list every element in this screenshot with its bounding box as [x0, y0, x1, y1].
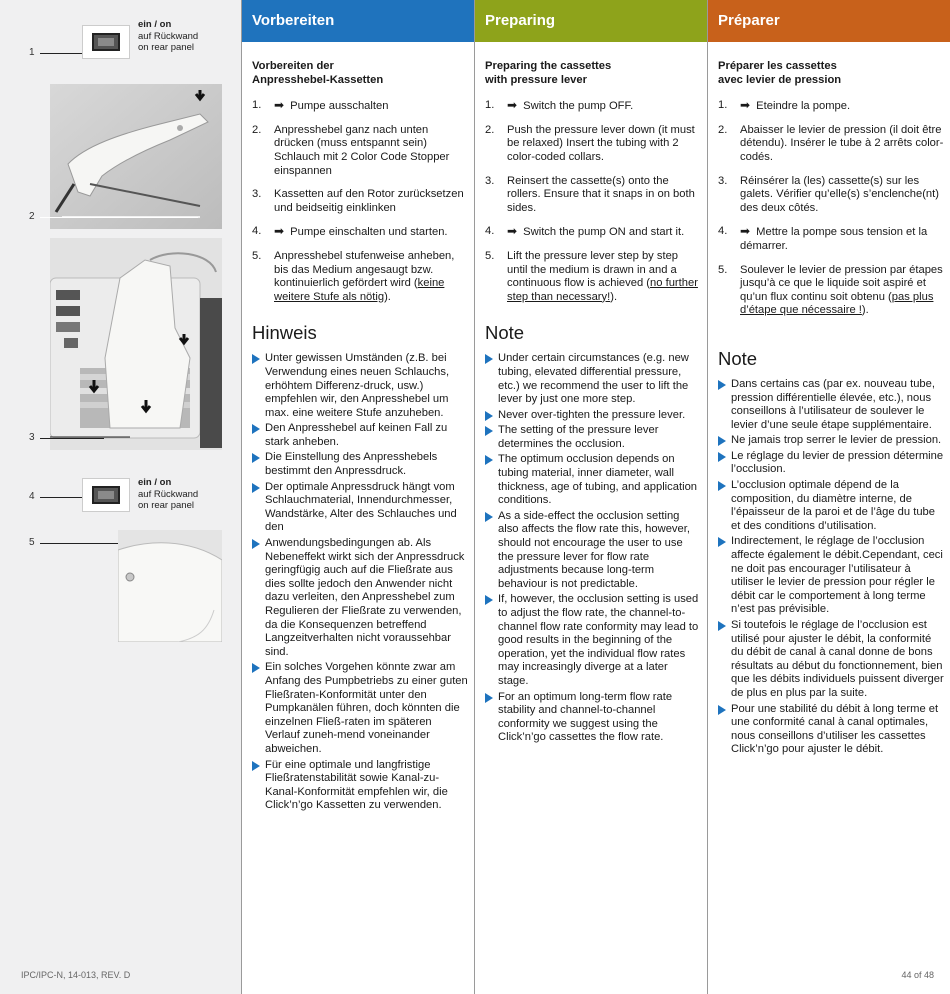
- column-french: [708, 0, 950, 994]
- leader-line-1: [40, 53, 83, 54]
- caption-4: [138, 477, 198, 512]
- section-subtitle: Preparing the cassettes with pressure lever: [485, 60, 612, 86]
- power-switch-image: [82, 25, 130, 59]
- step-item: 3. Reinsert the cassette(s) onto the rollers. Ensure that it snaps in on both sides.: [485, 174, 695, 214]
- column-german: [242, 0, 474, 994]
- note-item: Under certain circumstances (e.g. new tubing, elevated differential pressure, etc.) we recommend the user to lift the lever by just one more step.: [485, 352, 701, 406]
- column-english: [475, 0, 707, 994]
- figure-label-3: 3: [29, 432, 35, 443]
- caption-4-title: ein / on: [138, 477, 172, 488]
- step-item: 3. Kassetten auf den Rotor zurücksetzen und beidseitig einklinken: [252, 188, 464, 214]
- bullet-triangle-icon: [485, 426, 493, 436]
- cassette-lever-photo: [50, 84, 222, 229]
- bullet-triangle-icon: [718, 436, 726, 446]
- bullet-triangle-icon: [252, 483, 260, 493]
- arrow-right-icon: ➡: [274, 224, 285, 239]
- step-item: 5. Lift the pressure lever step by step until the medium is drawn in and a continuous flow is achieved (no further step than necessary!).: [485, 249, 698, 303]
- bullet-triangle-icon: [485, 411, 493, 421]
- note-item: Ne jamais trop serrer le levier de pression.: [718, 434, 944, 448]
- note-heading: Note: [485, 322, 525, 344]
- bullet-triangle-icon: [485, 595, 493, 605]
- figure-label-1: 1: [29, 47, 35, 58]
- note-item: Unter gewissen Umständen (z.B. bei Verwendung eines neuen Schlauchs, erhöhtem Differenz-druck, usw.) empfehlen wir, den Anpresshebel um max. eine weitere Stufe anzuheben.: [252, 352, 468, 420]
- bullet-triangle-icon: [252, 663, 260, 673]
- step-item: 2. Abaisser le levier de pression (il doit être détendu). Insérer le tube à 2 arrêts color-codés.: [718, 123, 944, 163]
- steps-list: [485, 99, 701, 304]
- step-emphasis: no further step than necessary!: [507, 277, 698, 303]
- arrow-right-icon: ➡: [274, 98, 285, 113]
- arrow-right-icon: ➡: [740, 224, 751, 239]
- section-subtitle: Vorbereiten der Anpresshebel-Kassetten: [252, 60, 384, 86]
- note-item: L’occlusion optimale dépend de la composition, du diamètre interne, de l’épaisseur de la paroi et de l’âge du tube et des conditions d’utilisation.: [718, 479, 944, 533]
- note-item: Anwendungsbedingungen ab. Als Nebeneffekt wirkt sich der Anpressdruck geringfügig auch auf die Fließrate aus dies sollte jedoch den Anwender nicht dazu verleiten, den Anpresshebel zum Regulieren der Fließrate zu verwenden, da die Konsequenzen betreffend Langzeitverhalten nicht voraussehbar sind.: [252, 537, 468, 659]
- note-item: Indirectement, le réglage de l’occlusion affecte également le débit.Cependant, ceci ne doit pas encourager l’utilisateur à utiliser le levier de pression pour régler le débit car le comportement à long terme n’est pas prévisible.: [718, 535, 944, 617]
- note-item: Si toutefois le réglage de l’occlusion est utilisé pour ajuster le débit, la conformité du débit de canal à canal donne de bons résultats au début du fonctionnement, bien que les débits individuels puissent diverger de plus en plus par la suite.: [718, 619, 944, 701]
- arrow-right-icon: ➡: [740, 98, 751, 113]
- bullet-triangle-icon: [485, 512, 493, 522]
- bullet-triangle-icon: [252, 453, 260, 463]
- bullet-triangle-icon: [718, 380, 726, 390]
- notes-list: [718, 378, 944, 757]
- section-subtitle: Préparer les cassettes avec levier de pression: [718, 60, 842, 86]
- power-switch-image-2: [82, 478, 130, 512]
- column-header-french: Préparer: [708, 0, 950, 42]
- note-item: As a side-effect the occlusion setting also affects the flow rate this, however, should not encourage the user to use the pressure lever for flow rate adjustments because long-term behaviour is not predictable.: [485, 510, 701, 592]
- caption-1-line2: auf Rückwand: [138, 30, 199, 42]
- document-id: IPC/IPC-N, 14-013, REV. D: [21, 970, 131, 980]
- lever-closeup-drawing: [118, 530, 222, 642]
- notes-list: [252, 352, 468, 813]
- leader-line-5: [40, 543, 118, 544]
- note-item: Die Einstellung des Anpresshebels bestimmt den Anpressdruck.: [252, 451, 468, 478]
- note-item: Never over-tighten the pressure lever.: [485, 409, 701, 423]
- bullet-triangle-icon: [252, 424, 260, 434]
- step-item: 5. Soulever le levier de pression par étapes jusqu’à ce que le liquide soit aspiré et qu’un flux continu soit obtenu (pas plus d’étape que nécessaire !).: [718, 263, 943, 317]
- bullet-triangle-icon: [718, 537, 726, 547]
- step-item: 4. ➡ Mettre la pompe sous tension et la démarrer.: [718, 224, 928, 252]
- arrow-right-icon: ➡: [507, 98, 518, 113]
- step-item: 5. Anpresshebel stufenweise anheben, bis das Medium angesaugt bzw. kontinuierlich gefördert wird (keine weitere Stufe als nötig).: [252, 249, 455, 303]
- pump-cassette-drawing: [50, 238, 222, 450]
- pump-cassette-photo: [50, 238, 222, 450]
- page-number: 44 of 48: [901, 970, 934, 980]
- caption-1-title: ein / on: [138, 19, 172, 30]
- note-item: Le réglage du levier de pression détermine l’occlusion.: [718, 450, 944, 477]
- step-item: 4. ➡ Switch the pump ON and start it.: [485, 224, 685, 239]
- column-header-german: Vorbereiten: [242, 0, 474, 42]
- bullet-triangle-icon: [485, 455, 493, 465]
- leader-line-4: [40, 497, 83, 498]
- arrow-right-icon: ➡: [507, 224, 518, 239]
- figure-label-5: 5: [29, 537, 35, 548]
- bullet-triangle-icon: [252, 354, 260, 364]
- steps-list: [718, 99, 944, 318]
- cassette-lever-drawing: [50, 84, 222, 229]
- step-item: 1. ➡ Eteindre la pompe.: [718, 98, 851, 113]
- step-item: 1. ➡ Pumpe ausschalten: [252, 98, 389, 113]
- note-item: The optimum occlusion depends on tubing material, inner diameter, wall thickness, age of tubing, and application conditions.: [485, 453, 701, 507]
- note-item: Der optimale Anpressdruck hängt vom Schlauchmaterial, Innendurchmesser, Wandstärke, Alter des Schlauches und den: [252, 481, 468, 535]
- note-item: If, however, the occlusion setting is used to adjust the flow rate, the channel-to-channel flow rate conformity may lead to good results in the beginning of the operation, yet the individual flow rates may increasingly diverge at a later stage.: [485, 593, 701, 688]
- note-item: Den Anpresshebel auf keinen Fall zu stark anheben.: [252, 422, 468, 449]
- notes-list: [485, 352, 701, 745]
- step-item: 2. Push the pressure lever down (it must be relaxed) Insert the tubing with 2 color-coded collars.: [485, 123, 695, 163]
- bullet-triangle-icon: [485, 693, 493, 703]
- column-header-english: Preparing: [475, 0, 707, 42]
- step-item: 1. ➡ Switch the pump OFF.: [485, 98, 634, 113]
- bullet-triangle-icon: [485, 354, 493, 364]
- step-emphasis: pas plus d’étape que nécessaire !: [740, 290, 934, 317]
- caption-4-line2: auf Rückwand: [138, 488, 199, 500]
- figure-label-4: 4: [29, 491, 35, 502]
- lever-closeup-photo: [118, 530, 222, 642]
- leader-line-3: [40, 438, 104, 439]
- steps-list: [252, 99, 468, 304]
- bullet-triangle-icon: [252, 761, 260, 771]
- note-item: Für eine optimale und langfristige Fließratenstabilität sowie Kanal-zu-Kanal-Konformität empfehlen wir, die Click’n’go Kassetten zu verwenden.: [252, 759, 468, 813]
- note-item: For an optimum long-term flow rate stability and channel-to-channel conformity we suggest using the Click’n’go cassettes the flow rate.: [485, 691, 701, 745]
- caption-1: [138, 19, 198, 54]
- note-heading: Hinweis: [252, 322, 317, 344]
- leader-line-2: [40, 217, 198, 218]
- step-emphasis: keine weitere Stufe als nötig: [274, 277, 445, 303]
- caption-4-line3: on rear panel: [138, 500, 194, 511]
- note-item: Dans certains cas (par ex. nouveau tube, pression différentielle élevée, etc.), nous conseillons à l’utilisateur de soulever le levier d’une seule étape supplémentaire.: [718, 378, 944, 432]
- bullet-triangle-icon: [718, 481, 726, 491]
- bullet-triangle-icon: [718, 452, 726, 462]
- step-item: 3. Réinsérer la (les) cassette(s) sur les galets. Vérifier qu’elle(s) s’enclenche(nt) des deux côtés.: [718, 174, 939, 214]
- bullet-triangle-icon: [252, 539, 260, 549]
- figure-label-2: 2: [29, 211, 35, 222]
- bullet-triangle-icon: [718, 621, 726, 631]
- bullet-triangle-icon: [718, 705, 726, 715]
- note-heading: Note: [718, 347, 758, 369]
- caption-1-line3: on rear panel: [138, 42, 194, 53]
- note-item: Pour une stabilité du débit à long terme et une conformité canal à canal optimales, nous conseillons d’utiliser les cassettes Click’n’go pour ajuster le débit.: [718, 703, 944, 757]
- note-item: Ein solches Vorgehen könnte zwar am Anfang des Pumpbetriebs zu einer guten Fließraten-Konformität unter den Pumpkanälen führen, doch könnten die einzelnen Fließ-raten im späteren Verlauf zuneh-mend voneinander abweichen.: [252, 661, 468, 756]
- step-item: 4. ➡ Pumpe einschalten und starten.: [252, 224, 448, 239]
- note-item: The setting of the pressure lever determines the occlusion.: [485, 424, 701, 451]
- step-item: 2. Anpresshebel ganz nach unten drücken (muss entspannt sein) Schlauch mit 2 Color Code Stopper einspannen: [252, 123, 450, 177]
